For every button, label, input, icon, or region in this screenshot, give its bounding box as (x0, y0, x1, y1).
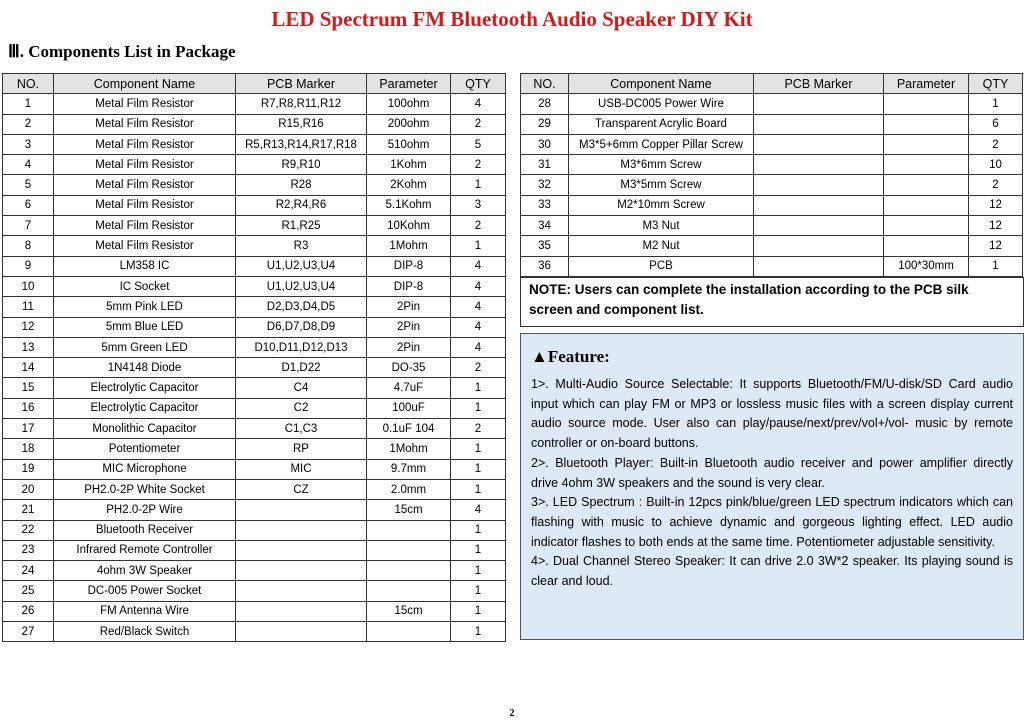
cell-component-name: DC-005 Power Socket (54, 581, 236, 601)
feature-box (520, 333, 1024, 640)
cell-component-name: Potentiometer (54, 439, 236, 459)
cell-pcb-marker: R1,R25 (236, 216, 367, 236)
cell-no: 17 (3, 419, 54, 439)
table-row (3, 459, 506, 479)
cell-no: 23 (3, 540, 54, 560)
cell-parameter: 2Pin (367, 297, 451, 317)
cell-parameter (884, 236, 969, 256)
cell-qty: 5 (451, 134, 506, 154)
cell-qty: 1 (451, 236, 506, 256)
cell-component-name: Electrolytic Capacitor (54, 378, 236, 398)
cell-parameter (884, 195, 969, 215)
cell-pcb-marker: C1,C3 (236, 419, 367, 439)
cell-qty: 1 (451, 398, 506, 418)
section-heading: Ⅲ. Components List in Package (8, 42, 236, 61)
table-row (3, 540, 506, 560)
cell-no: 8 (3, 236, 54, 256)
table-row (3, 195, 506, 215)
cell-qty: 1 (451, 175, 506, 195)
cell-no: 2 (3, 114, 54, 134)
cell-pcb-marker: D10,D11,D12,D13 (236, 337, 367, 357)
cell-parameter (367, 540, 451, 560)
cell-component-name: MIC Microphone (54, 459, 236, 479)
cell-qty: 6 (969, 114, 1023, 134)
feature-item: 1>. Multi-Audio Source Selectable: It supports Bluetooth/FM/U-disk/SD Card audio input which can play FM or MP3 or lossless music files with a screen display current audio source mode. User also can play/pause/next/prev/vol+/vol- music by remote controller or on-board buttons. (531, 377, 1013, 451)
cell-parameter: DO-35 (367, 358, 451, 378)
cell-no: 25 (3, 581, 54, 601)
cell-pcb-marker (754, 155, 884, 175)
cell-qty: 1 (451, 561, 506, 581)
table-row (3, 581, 506, 601)
feature-item: 3>. LED Spectrum : Built-in 12pcs pink/blue/green LED spectrum indicators which can flashing with music to achieve dynamic and gorgeous lighting effect. LED audio indicator flashes to both ends at the same time. Potentiometer adjustable sensitivity. (531, 495, 1013, 549)
cell-qty: 1 (451, 378, 506, 398)
table-row (3, 378, 506, 398)
cell-component-name: 5mm Blue LED (54, 317, 236, 337)
cell-pcb-marker: U1,U2,U3,U4 (236, 276, 367, 296)
cell-component-name: LM358 IC (54, 256, 236, 276)
cell-parameter (367, 561, 451, 581)
col-header-pcb-marker: PCB Marker (754, 74, 884, 94)
cell-qty: 4 (451, 94, 506, 114)
col-header-pcb-marker: PCB Marker (236, 74, 367, 94)
table-row (3, 479, 506, 499)
cell-parameter (367, 520, 451, 540)
cell-parameter: 1Kohm (367, 155, 451, 175)
cell-parameter: 9.7mm (367, 459, 451, 479)
cell-component-name: Metal Film Resistor (54, 155, 236, 175)
cell-qty: 2 (451, 216, 506, 236)
cell-no: 27 (3, 622, 54, 642)
cell-qty: 4 (451, 276, 506, 296)
cell-parameter (884, 94, 969, 114)
table-row (3, 317, 506, 337)
cell-qty: 1 (969, 94, 1023, 114)
cell-qty: 3 (451, 195, 506, 215)
cell-parameter: 2Kohm (367, 175, 451, 195)
cell-parameter (884, 134, 969, 154)
cell-component-name: Bluetooth Receiver (54, 520, 236, 540)
table-row (521, 134, 1023, 154)
cell-qty: 1 (451, 439, 506, 459)
cell-component-name: 4ohm 3W Speaker (54, 561, 236, 581)
cell-component-name: USB-DC005 Power Wire (569, 94, 754, 114)
feature-item: 4>. Dual Channel Stereo Speaker: It can drive 2.0 3W*2 speaker. Its playing sound is clear and loud. (531, 554, 1013, 589)
cell-no: 7 (3, 216, 54, 236)
table-row (3, 94, 506, 114)
cell-qty: 2 (451, 358, 506, 378)
cell-pcb-marker (236, 561, 367, 581)
cell-parameter (367, 622, 451, 642)
cell-no: 4 (3, 155, 54, 175)
cell-no: 26 (3, 601, 54, 621)
col-header-qty: QTY (969, 74, 1023, 94)
cell-no: 11 (3, 297, 54, 317)
cell-pcb-marker: C2 (236, 398, 367, 418)
col-header-component-name: Component Name (54, 74, 236, 94)
cell-qty: 4 (451, 500, 506, 520)
cell-parameter: DIP-8 (367, 276, 451, 296)
table-row (3, 439, 506, 459)
cell-qty: 4 (451, 317, 506, 337)
table-row (3, 520, 506, 540)
cell-no: 21 (3, 500, 54, 520)
cell-no: 29 (521, 114, 569, 134)
page-number: 2 (509, 708, 515, 719)
cell-qty: 1 (451, 479, 506, 499)
table-row (3, 500, 506, 520)
cell-component-name: Electrolytic Capacitor (54, 398, 236, 418)
cell-qty: 10 (969, 155, 1023, 175)
table-row (3, 297, 506, 317)
cell-component-name: Metal Film Resistor (54, 94, 236, 114)
cell-parameter (884, 114, 969, 134)
table-row (3, 622, 506, 642)
cell-component-name: 5mm Pink LED (54, 297, 236, 317)
table-row (3, 216, 506, 236)
cell-component-name: Metal Film Resistor (54, 134, 236, 154)
cell-qty: 2 (451, 114, 506, 134)
cell-component-name: M3*6mm Screw (569, 155, 754, 175)
cell-no: 32 (521, 175, 569, 195)
feature-title: ▲Feature: (531, 347, 610, 366)
table-row (3, 561, 506, 581)
table-row (521, 256, 1023, 276)
cell-component-name: M3*5mm Screw (569, 175, 754, 195)
cell-qty: 12 (969, 216, 1023, 236)
cell-pcb-marker (754, 256, 884, 276)
cell-no: 22 (3, 520, 54, 540)
cell-pcb-marker: D1,D22 (236, 358, 367, 378)
cell-component-name: M3*5+6mm Copper Pillar Screw (569, 134, 754, 154)
cell-qty: 4 (451, 337, 506, 357)
cell-no: 20 (3, 479, 54, 499)
cell-no: 35 (521, 236, 569, 256)
cell-no: 14 (3, 358, 54, 378)
components-table-left (2, 73, 506, 642)
cell-pcb-marker (754, 94, 884, 114)
cell-component-name: Infrared Remote Controller (54, 540, 236, 560)
cell-pcb-marker: R3 (236, 236, 367, 256)
table-row (3, 358, 506, 378)
cell-pcb-marker (754, 175, 884, 195)
cell-component-name: Red/Black Switch (54, 622, 236, 642)
cell-component-name: 5mm Green LED (54, 337, 236, 357)
cell-pcb-marker: R2,R4,R6 (236, 195, 367, 215)
cell-pcb-marker (754, 195, 884, 215)
components-table-right (520, 73, 1023, 277)
cell-no: 5 (3, 175, 54, 195)
cell-no: 13 (3, 337, 54, 357)
cell-component-name: PH2.0-2P White Socket (54, 479, 236, 499)
cell-pcb-marker: R5,R13,R14,R17,R18 (236, 134, 367, 154)
cell-qty: 1 (451, 540, 506, 560)
cell-parameter: DIP-8 (367, 256, 451, 276)
cell-qty: 2 (451, 419, 506, 439)
table-row (521, 216, 1023, 236)
cell-pcb-marker: R7,R8,R11,R12 (236, 94, 367, 114)
cell-pcb-marker: R9,R10 (236, 155, 367, 175)
table-row (3, 398, 506, 418)
table-row (3, 256, 506, 276)
cell-no: 19 (3, 459, 54, 479)
cell-qty: 2 (451, 155, 506, 175)
cell-qty: 1 (451, 520, 506, 540)
cell-parameter: 100uF (367, 398, 451, 418)
cell-parameter: 0.1uF 104 (367, 419, 451, 439)
cell-no: 10 (3, 276, 54, 296)
table-row (521, 155, 1023, 175)
cell-parameter: 4.7uF (367, 378, 451, 398)
cell-component-name: FM Antenna Wire (54, 601, 236, 621)
cell-pcb-marker (236, 500, 367, 520)
cell-pcb-marker: CZ (236, 479, 367, 499)
cell-parameter (884, 216, 969, 236)
col-header-qty: QTY (451, 74, 506, 94)
col-header-no: NO. (521, 74, 569, 94)
cell-no: 34 (521, 216, 569, 236)
cell-parameter (367, 581, 451, 601)
cell-parameter: 200ohm (367, 114, 451, 134)
cell-qty: 4 (451, 256, 506, 276)
cell-parameter: 2.0mm (367, 479, 451, 499)
table-row (3, 114, 506, 134)
table-header-row (521, 74, 1023, 94)
cell-no: 36 (521, 256, 569, 276)
table-row (521, 114, 1023, 134)
cell-component-name: PCB (569, 256, 754, 276)
cell-pcb-marker (754, 216, 884, 236)
cell-pcb-marker: D2,D3,D4,D5 (236, 297, 367, 317)
cell-component-name: Metal Film Resistor (54, 216, 236, 236)
cell-component-name: Metal Film Resistor (54, 114, 236, 134)
cell-qty: 4 (451, 297, 506, 317)
col-header-no: NO. (3, 74, 54, 94)
cell-component-name: Transparent Acrylic Board (569, 114, 754, 134)
table-row (3, 337, 506, 357)
feature-item: 2>. Bluetooth Player: Built-in Bluetooth audio receiver and power amplifier directly drive 4ohm 3W speakers and the sound is very clear. (531, 455, 1013, 490)
cell-parameter: 1Mohm (367, 236, 451, 256)
cell-component-name: Metal Film Resistor (54, 195, 236, 215)
cell-pcb-marker: U1,U2,U3,U4 (236, 256, 367, 276)
table-row (3, 155, 506, 175)
cell-qty: 1 (451, 622, 506, 642)
cell-qty: 1 (451, 459, 506, 479)
cell-no: 31 (521, 155, 569, 175)
table-row (3, 134, 506, 154)
cell-pcb-marker (236, 601, 367, 621)
cell-qty: 2 (969, 134, 1023, 154)
cell-parameter: 5.1Kohm (367, 195, 451, 215)
cell-pcb-marker (754, 134, 884, 154)
cell-no: 18 (3, 439, 54, 459)
cell-parameter: 1Mohm (367, 439, 451, 459)
cell-no: 9 (3, 256, 54, 276)
cell-qty: 1 (451, 601, 506, 621)
cell-component-name: PH2.0-2P Wire (54, 500, 236, 520)
cell-pcb-marker (236, 520, 367, 540)
cell-no: 28 (521, 94, 569, 114)
cell-pcb-marker: RP (236, 439, 367, 459)
installation-note: NOTE: Users can complete the installation according to the PCB silk screen and component list. (520, 277, 1024, 327)
table-row (3, 276, 506, 296)
table-row (521, 236, 1023, 256)
cell-no: 6 (3, 195, 54, 215)
cell-component-name: Monolithic Capacitor (54, 419, 236, 439)
cell-component-name: Metal Film Resistor (54, 175, 236, 195)
cell-qty: 12 (969, 236, 1023, 256)
table-row (3, 419, 506, 439)
cell-pcb-marker: R15,R16 (236, 114, 367, 134)
cell-qty: 1 (451, 581, 506, 601)
table-row (521, 94, 1023, 114)
table-row (521, 195, 1023, 215)
table-row (3, 236, 506, 256)
cell-pcb-marker: C4 (236, 378, 367, 398)
cell-no: 1 (3, 94, 54, 114)
table-header-row (3, 74, 506, 94)
cell-parameter: 100ohm (367, 94, 451, 114)
col-header-parameter: Parameter (367, 74, 451, 94)
cell-no: 33 (521, 195, 569, 215)
cell-parameter: 100*30mm (884, 256, 969, 276)
cell-parameter: 2Pin (367, 337, 451, 357)
cell-parameter: 2Pin (367, 317, 451, 337)
cell-component-name: M2*10mm Screw (569, 195, 754, 215)
cell-no: 12 (3, 317, 54, 337)
cell-qty: 1 (969, 256, 1023, 276)
cell-pcb-marker: R28 (236, 175, 367, 195)
table-row (3, 175, 506, 195)
table-row (3, 601, 506, 621)
cell-component-name: IC Socket (54, 276, 236, 296)
cell-pcb-marker (754, 114, 884, 134)
cell-component-name: Metal Film Resistor (54, 236, 236, 256)
cell-parameter: 15cm (367, 601, 451, 621)
document-title: LED Spectrum FM Bluetooth Audio Speaker DIY Kit (271, 7, 753, 31)
cell-component-name: M2 Nut (569, 236, 754, 256)
cell-pcb-marker (236, 581, 367, 601)
cell-pcb-marker: D6,D7,D8,D9 (236, 317, 367, 337)
cell-component-name: 1N4148 Diode (54, 358, 236, 378)
cell-component-name: M3 Nut (569, 216, 754, 236)
cell-parameter: 15cm (367, 500, 451, 520)
cell-no: 24 (3, 561, 54, 581)
cell-pcb-marker: MIC (236, 459, 367, 479)
table-row (521, 175, 1023, 195)
cell-no: 15 (3, 378, 54, 398)
col-header-parameter: Parameter (884, 74, 969, 94)
cell-pcb-marker (236, 540, 367, 560)
cell-parameter (884, 155, 969, 175)
cell-no: 3 (3, 134, 54, 154)
cell-no: 16 (3, 398, 54, 418)
cell-no: 30 (521, 134, 569, 154)
cell-pcb-marker (236, 622, 367, 642)
cell-pcb-marker (754, 236, 884, 256)
cell-qty: 12 (969, 195, 1023, 215)
cell-qty: 2 (969, 175, 1023, 195)
cell-parameter: 510ohm (367, 134, 451, 154)
cell-parameter: 10Kohm (367, 216, 451, 236)
cell-parameter (884, 175, 969, 195)
col-header-component-name: Component Name (569, 74, 754, 94)
